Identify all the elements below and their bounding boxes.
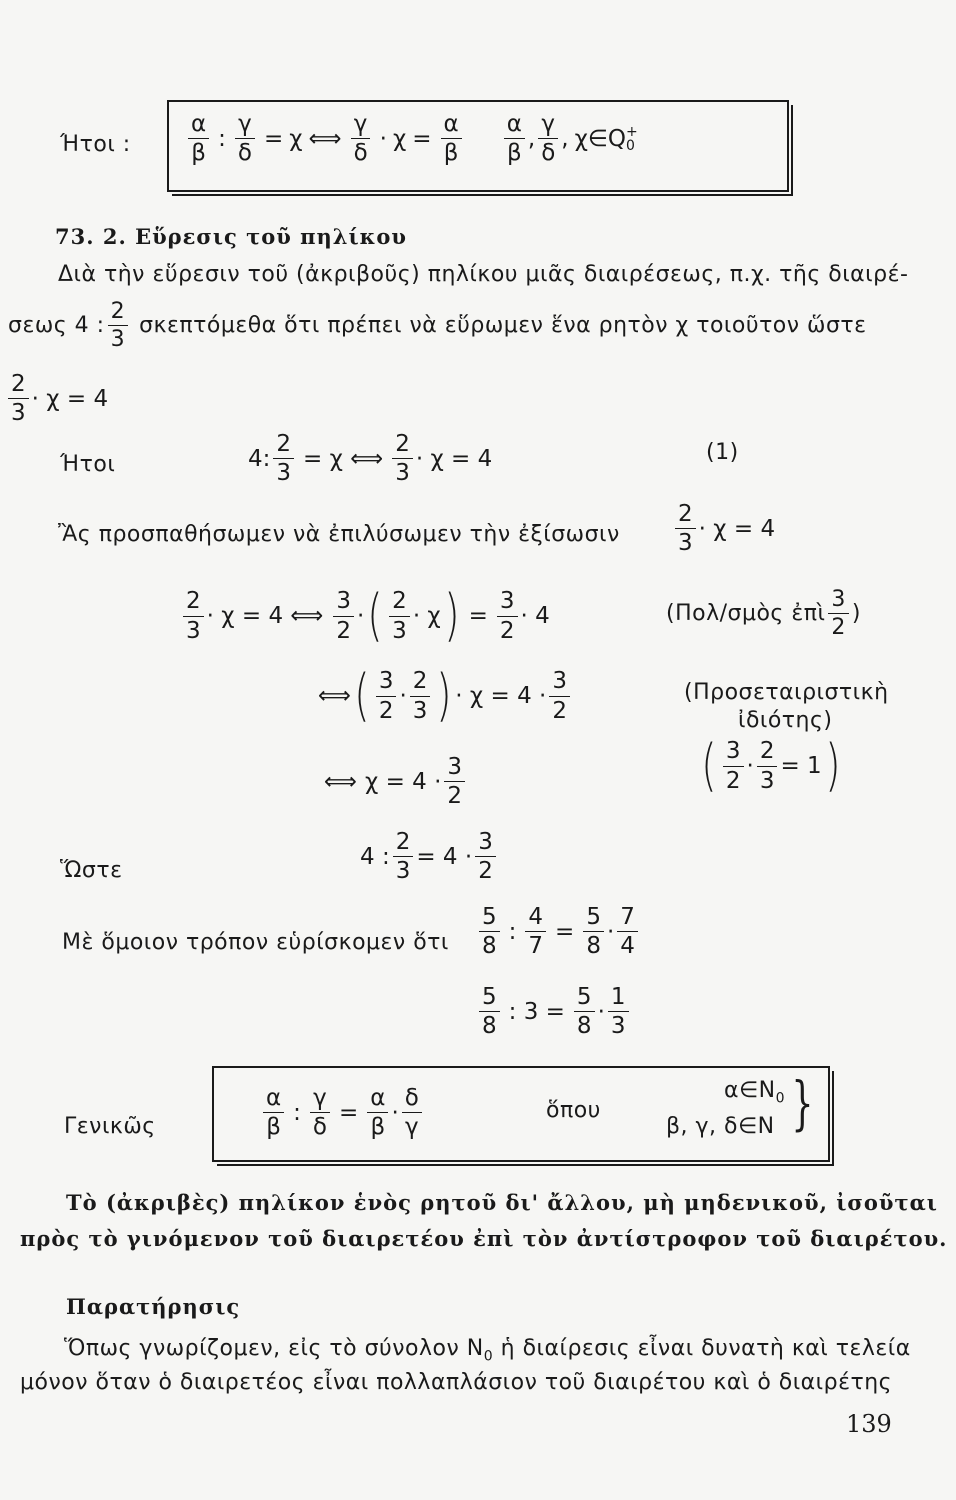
- step-2: ⟺ ( $\frac{3}{2}$ · $\frac{2}{3}$ ) · χ = 4 · $\frac{3}{2}$: [318, 668, 573, 724]
- general-opou: ὅπου: [546, 1098, 601, 1123]
- target-equation: $\frac{2}{3}$ · χ = 4: [672, 502, 775, 555]
- equation-2-3-x: $\frac{2}{3}$ · χ = 4: [5, 372, 108, 425]
- note-title: Παρατήρησις: [66, 1294, 241, 1319]
- frac-g-d-2: $\frac{\gamma}{\delta}$: [351, 112, 371, 165]
- htoi-2: Ήτοι: [60, 452, 116, 477]
- general-condition-1: $\alpha\in N_0$: [724, 1078, 786, 1107]
- paragraph-1: Διὰ τὴν εὕρεσιν τοῦ (ἀκριβοῦς) πηλίκου μιᾶς διαιρέσεως, π.χ. τῆς διαιρέ-: [58, 262, 909, 287]
- rule-line-2: πρὸς τὸ γινόμενον τοῦ διαιρετέου ἐπὶ τὸν ἀντίστροφον τοῦ διαιρέτου.: [20, 1226, 948, 1251]
- general-condition-2: β, γ, δ∈N: [666, 1114, 775, 1139]
- page-number: 139: [846, 1410, 892, 1438]
- general-formula: $\frac{\alpha}{\beta}$ : $\frac{\gamma}{\delta}$ = $\frac{\alpha}{\beta}$ · $\frac{\delta}{\gamma}$: [260, 1086, 425, 1139]
- equation-label-1: (1): [706, 440, 739, 465]
- general-label: Γενικῶς: [64, 1114, 156, 1139]
- step-1-note: (Πολ/σμὸς ἐπὶ $\frac{3}{2}$ ): [666, 587, 861, 641]
- step-2-note-1: (Προσεταιριστικὴ: [684, 680, 889, 705]
- section-title: 73. 2. Εὕρεσις τοῦ πηλίκου: [55, 224, 407, 249]
- oste-equation: 4 : $\frac{2}{3}$ = 4 · $\frac{3}{2}$: [360, 830, 499, 883]
- rule-line-1: Τὸ (ἀκριβὲς) πηλίκον ἑνὸς ρητοῦ δι' ἄλλου, μὴ μηδενικοῦ, ἰσοῦται: [66, 1190, 938, 1215]
- step-2-note-2: ἰδιότης): [738, 708, 833, 733]
- frac-2-3: $\frac{2}{3}$: [108, 300, 129, 351]
- similar-text: Μὲ ὅμοιον τρόπον εὑρίσκομεν ὅτι: [62, 930, 449, 955]
- paragraph-1b: σεως 4 : $\frac{2}{3}$ σκεπτόμεθα ὅτι πρέπει νὰ εὕρωμεν ἕνα ρητὸν χ τοιοῦτον ὥστε: [8, 299, 867, 353]
- step-3-note: ( $\frac{3}{2}$ · $\frac{2}{3}$ = 1 ): [701, 733, 841, 798]
- top-formula: $\frac{\alpha}{\beta}$ : $\frac{\gamma}{\delta}$ = χ ⟺ $\frac{\gamma}{\delta}$ · χ = $\frac{\alpha}{\beta}$ $\frac{\alpha}{\beta}$ , $\frac{\gamma}{\delta}$ , χ∈Q + 0: [185, 112, 638, 165]
- frac-a-b-3: $\frac{\alpha}{\beta}$: [504, 112, 525, 165]
- step-3: ⟺ χ = 4 · $\frac{3}{2}$: [324, 755, 468, 808]
- step-1: $\frac{2}{3}$ · χ = 4 ⟺ $\frac{3}{2}$ · ( $\frac{2}{3}$ · χ ) = $\frac{3}{2}$ · 4: [180, 588, 550, 644]
- frac-g-d-3: $\frac{\gamma}{\delta}$: [538, 112, 558, 165]
- frac-a-b: $\frac{\alpha}{\beta}$: [188, 112, 209, 165]
- frac-a-b-2: $\frac{\alpha}{\beta}$: [441, 112, 462, 165]
- note-line-1: Ὅπως γνωρίζομεν, εἰς τὸ σύνολον $N_0$ ἡ διαίρεσις εἶναι δυνατὴ καὶ τελεία: [64, 1336, 911, 1365]
- note-line-2: μόνον ὅταν ὁ διαιρετέος εἶναι πολλαπλάσιον τοῦ διαιρέτου καὶ ὁ διαιρέτης: [20, 1370, 893, 1395]
- oste-label: Ὥστε: [60, 858, 123, 883]
- curly-brace: }: [791, 1069, 814, 1137]
- frac-g-d: $\frac{\gamma}{\delta}$: [235, 112, 255, 165]
- example-1: $\frac{5}{8}$ : $\frac{4}{7}$ = $\frac{5}{8}$ · $\frac{7}{4}$: [476, 905, 641, 958]
- example-2: $\frac{5}{8}$ : 3 = $\frac{5}{8}$ · $\frac{1}{3}$: [476, 985, 632, 1038]
- equation-1: 4: $\frac{2}{3}$ = χ ⟺ $\frac{2}{3}$ · χ = 4: [248, 431, 493, 487]
- htoi-label: Ήτοι :: [60, 132, 131, 157]
- try-solve-text: Ἂς προσπαθήσωμεν νὰ ἐπιλύσωμεν τὴν ἐξίσωσιν: [58, 522, 620, 547]
